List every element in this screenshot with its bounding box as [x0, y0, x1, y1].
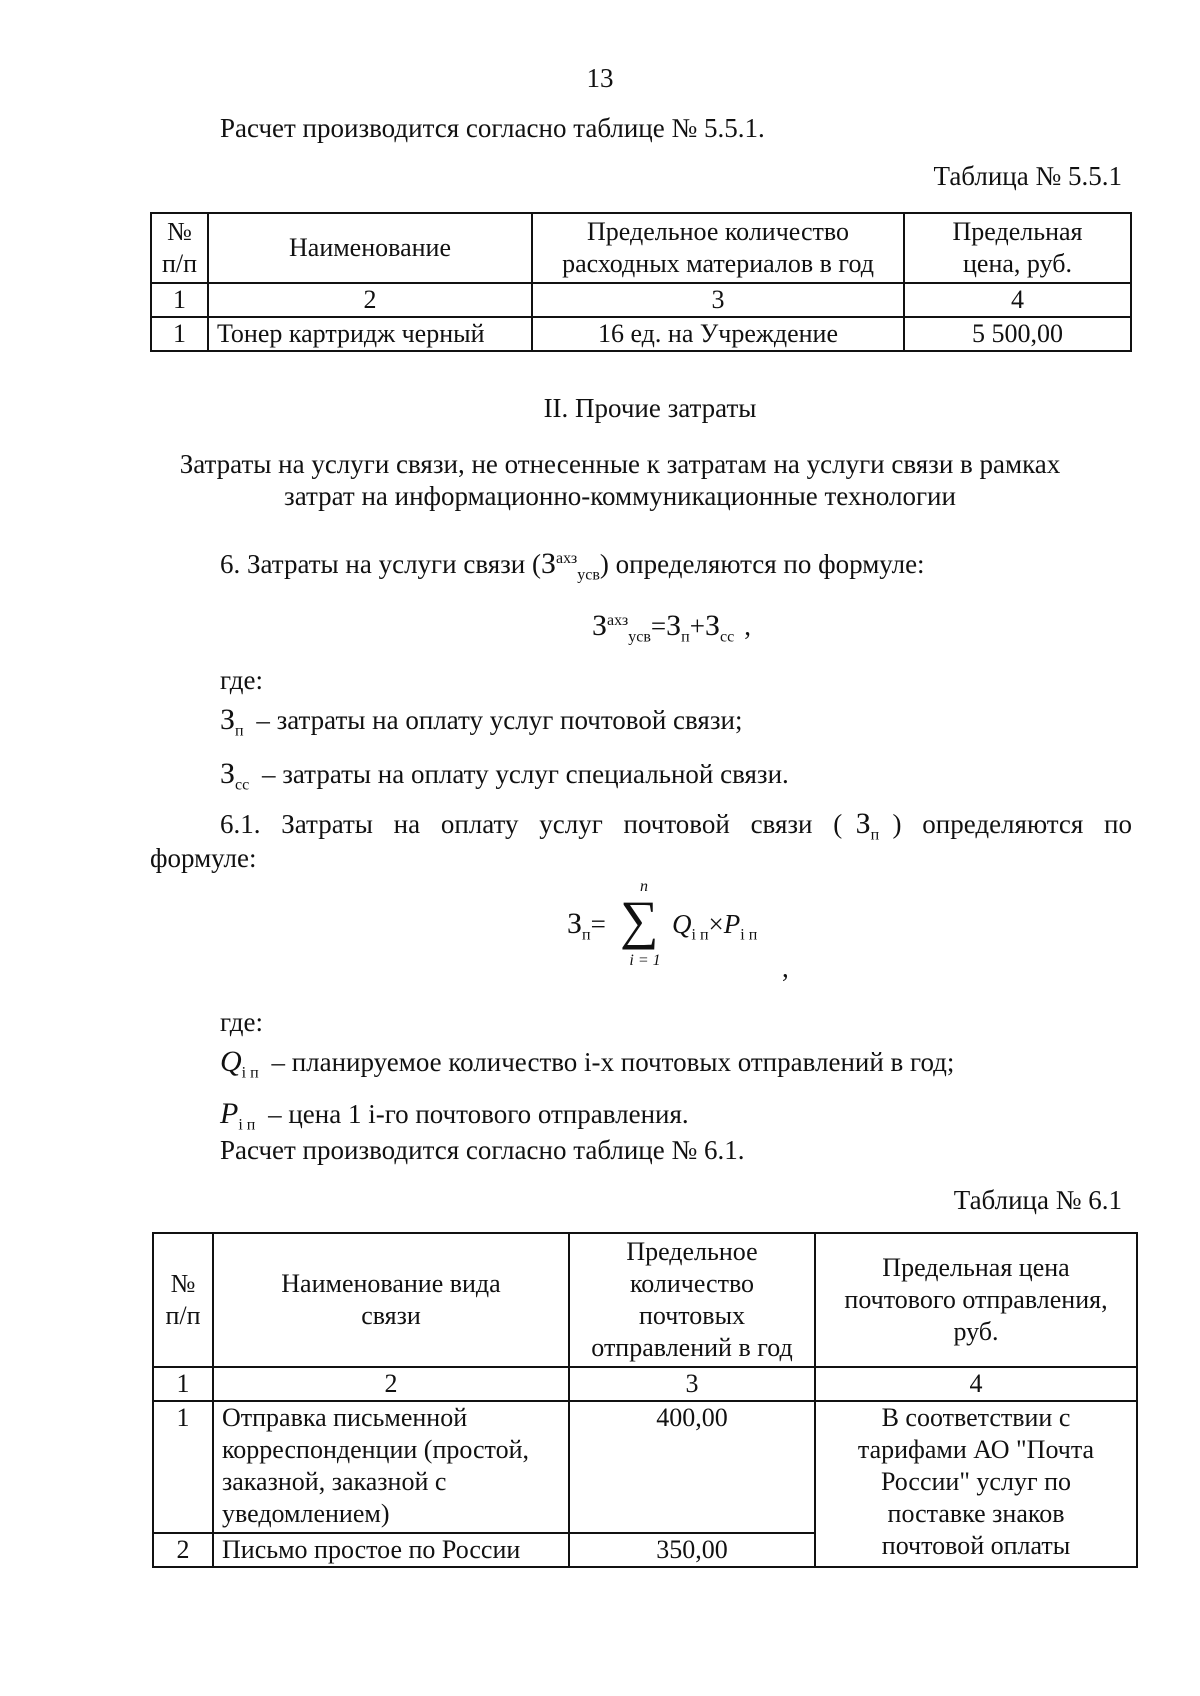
table-61-header-name: Наименование вида связи [213, 1233, 569, 1367]
table-61-header-qty: Предельное количество почтовых отправлений в год [569, 1233, 815, 1367]
table-551-numbering-row [151, 283, 1131, 317]
table-61-numbering-row [153, 1367, 1137, 1401]
subsection-title-line1: Затраты на услуги связи, не отнесенные к затратам на услуги связи в рамках [179, 449, 1061, 479]
page-number: 13 [586, 63, 614, 93]
intro-table-61: Расчет производится согласно таблице № 6.1. [220, 1135, 745, 1165]
table-61-cell-name: Письмо простое по России [213, 1533, 569, 1567]
table-61-colnum: 2 [213, 1367, 569, 1401]
table-61-colnum: 3 [569, 1367, 815, 1401]
paragraph-6 [220, 547, 925, 584]
table-row [151, 317, 1131, 351]
where-label-1: где: [220, 665, 263, 695]
table-551 [150, 212, 1132, 352]
table-551-header-row [151, 213, 1131, 283]
table-551-colnum: 2 [208, 283, 532, 317]
table-row [153, 1401, 1137, 1533]
table-61-cell-num: 2 [153, 1533, 213, 1567]
definition-special-costs: $З_{сс}$ – затраты на оплату услуг специальной связи. [220, 757, 789, 794]
sum-lower-limit: i = 1 [629, 952, 661, 969]
definition-price: $P_{i п}$ – цена 1 i-го почтового отправления. [220, 1097, 689, 1134]
table-61-caption: Таблица № 6.1 [953, 1185, 1122, 1215]
sum-upper-limit: n [640, 878, 648, 895]
paragraph-6-after: ) определяются по формуле: [599, 549, 925, 579]
paragraph-6-1-line1: 6.1. Затраты на оплату услуг почтовой связи ( $З_п$ ) определяются по [220, 807, 1132, 844]
paragraph-6-sub: усв [577, 566, 600, 584]
table-61-header-row [153, 1233, 1137, 1367]
definition-quantity: $Q_{i п}$ – планируемое количество i-х почтовых отправлений в год; [220, 1045, 955, 1082]
table-551-colnum: 1 [151, 283, 208, 317]
paragraph-6-sup: ахз [556, 550, 578, 567]
paragraph-6-symbol: $З^{ахз}_{усв}$ [540, 547, 600, 584]
table-61-colnum: 4 [815, 1367, 1137, 1401]
table-551-header-num: № п/п [151, 213, 208, 283]
where-label-2: где: [220, 1007, 263, 1037]
table-551-header-qty: Предельное количество расходных материалов в год [532, 213, 904, 283]
table-551-header-name: Наименование [208, 213, 532, 283]
table-61-cell-qty: 350,00 [569, 1533, 815, 1567]
table-61-colnum: 1 [153, 1367, 213, 1401]
table-551-colnum: 3 [532, 283, 904, 317]
table-551-header-price: Предельная цена, руб. [904, 213, 1131, 283]
table-61-cell-qty: 400,00 [569, 1401, 815, 1533]
sum-sign: ∑ [620, 890, 659, 950]
paragraph-6-1-symbol: $З_п$ [855, 807, 880, 844]
formula-2-comma: , [782, 953, 789, 983]
intro-table-551: Расчет производится согласно таблице № 5.5.1. [220, 113, 765, 143]
table-551-caption: Таблица № 5.5.1 [933, 161, 1122, 191]
table-551-cell-qty: 16 ед. на Учреждение [532, 317, 904, 351]
table-61 [152, 1232, 1138, 1568]
paragraph-6-1-line2: формуле: [150, 843, 257, 873]
table-551-colnum: 4 [904, 283, 1131, 317]
table-61-cell-num: 1 [153, 1401, 213, 1533]
table-61-cell-name: Отправка письменной корреспонденции (простой, заказной, заказной с уведомлением) [213, 1401, 569, 1533]
table-61-header-price: Предельная цена почтового отправления, руб. [815, 1233, 1137, 1367]
subsection-title-line2: затрат на информационно-коммуникационные технологии [284, 481, 956, 511]
table-551-cell-name: Тонер картридж черный [208, 317, 532, 351]
formula-communication-costs: $З^{ахз}_{усв}=З_п+З_{сс}$ , [592, 609, 751, 646]
table-61-cell-price-merged: В соответствии с тарифами АО "Почта России" услуг по поставке знаков почтовой оплаты [815, 1401, 1137, 1567]
table-551-cell-num: 1 [151, 317, 208, 351]
table-551-cell-price: 5 500,00 [904, 317, 1131, 351]
section-title: II. Прочие затраты [543, 393, 757, 423]
paragraph-6-before: 6. Затраты на услуги связи ( [220, 549, 541, 579]
formula-postal-costs: $З_п=$ n ∑ i = 1 $Q_{i п}\times P_{i п}$ [567, 878, 758, 969]
definition-postal-costs: $З_п$ – затраты на оплату услуг почтовой связи; [220, 703, 743, 740]
table-61-header-num: № п/п [153, 1233, 213, 1367]
